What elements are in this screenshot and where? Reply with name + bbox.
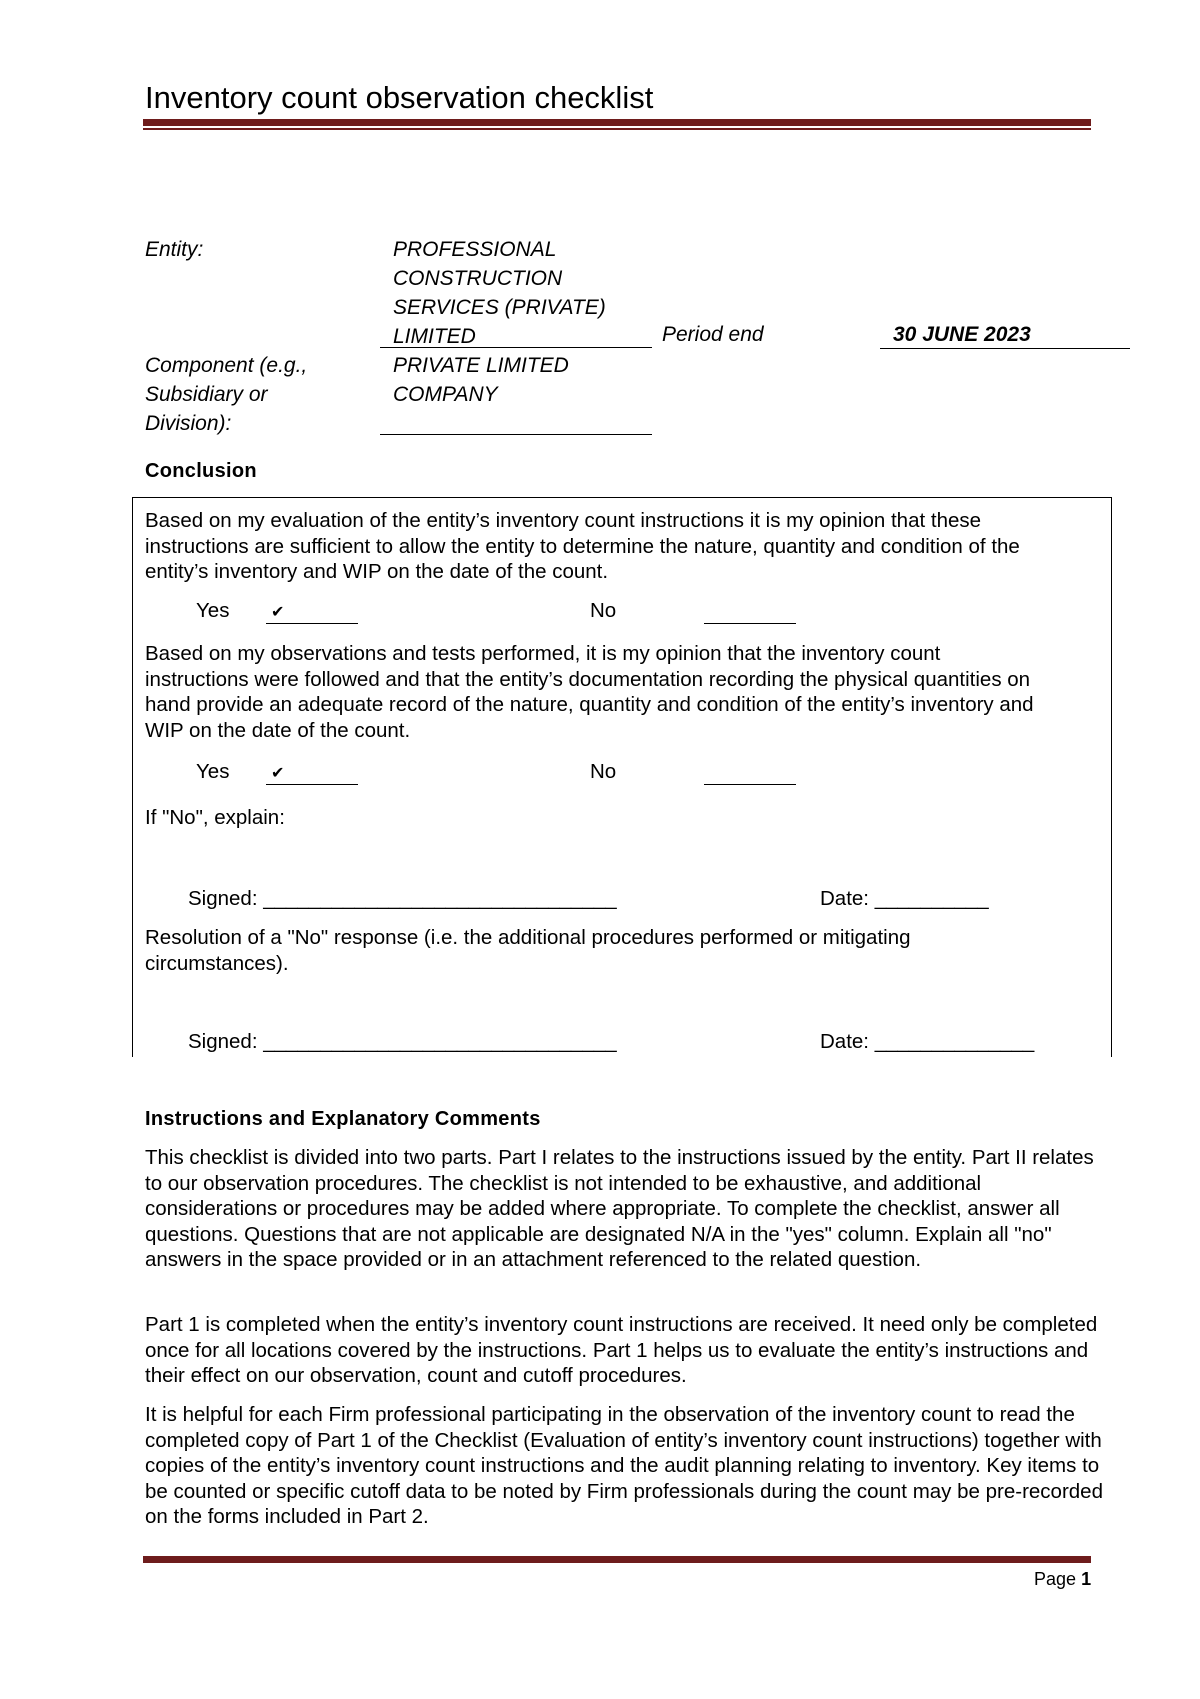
entity-underline — [380, 347, 652, 348]
title-rule-thick — [143, 119, 1091, 126]
page-title: Inventory count observation checklist — [145, 80, 654, 115]
instructions-paragraph-3: It is helpful for each Firm professional participating in the observation of the inventory count to read the completed copy of Part 1 of the Checklist (Evaluation of entity’s inventory count instructions) together with copies of the entity’s inventory count instructions and the audit planning relating to inventory. Key items to be counted or specific cutoff data to be noted by Firm professionals during the count may be pre-recorded on the forms included in Part 2. — [145, 1403, 1103, 1528]
component-value: PRIVATE LIMITED COMPANY — [393, 354, 569, 406]
conclusion-paragraph-1: Based on my evaluation of the entity’s inventory count instructions it is my opinion that these instructions are sufficient to allow the entity to determine the nature, quantity and condition of the entity’s inventory and WIP on the date of the count. — [145, 509, 1020, 583]
conclusion-heading: Conclusion — [145, 460, 257, 482]
page-label: Page — [1034, 1569, 1077, 1589]
q1-yes-field[interactable] — [266, 623, 358, 624]
q2-yes-checkmark: ✔ — [271, 765, 285, 782]
page-number — [1034, 1569, 1091, 1590]
component-underline — [380, 434, 652, 435]
q1-no-field[interactable] — [704, 623, 796, 624]
q2-no-label: No — [590, 760, 617, 783]
instructions-paragraph-2: Part 1 is completed when the entity’s inventory count instructions are received. It need only be completed once for all locations covered by the instructions. Part 1 helps us to evaluate the entity’s instructions and their effect on our observation, count and cutoff procedures. — [145, 1313, 1098, 1387]
q2-yes-field[interactable] — [266, 784, 358, 785]
if-no-explain-label: If "No", explain: — [145, 806, 285, 829]
signed-field-2[interactable]: Signed: _______________________________ — [188, 1030, 617, 1053]
instructions-heading: Instructions and Explanatory Comments — [145, 1108, 541, 1130]
footer-rule — [143, 1556, 1091, 1563]
title-rule-thin — [143, 128, 1091, 130]
q1-no-label: No — [590, 599, 617, 622]
resolution-text: Resolution of a "No" response (i.e. the additional procedures performed or mitigating circumstances). — [145, 926, 911, 975]
entity-label: Entity: — [145, 238, 204, 261]
q2-no-field[interactable] — [704, 784, 796, 785]
q2-yes-label: Yes — [196, 760, 230, 783]
date-field-1[interactable]: Date: __________ — [820, 887, 989, 910]
entity-value: PROFESSIONAL CONSTRUCTION SERVICES (PRIVATE) LIMITED — [393, 238, 606, 348]
period-end-underline — [880, 348, 1130, 349]
page-number-value: 1 — [1081, 1569, 1092, 1589]
signed-field-1[interactable]: Signed: _______________________________ — [188, 887, 617, 910]
date-field-2[interactable]: Date: ______________ — [820, 1030, 1035, 1053]
component-label: Component (e.g., Subsidiary or Division): — [145, 354, 308, 435]
period-end-value: 30 JUNE 2023 — [893, 323, 1031, 346]
q1-yes-checkmark: ✔ — [271, 604, 285, 621]
instructions-paragraph-1: This checklist is divided into two parts. Part I relates to the instructions issued by the entity. Part II relates to our observation procedures. The checklist is not intended to be exhaustive, and additional considerations or procedures may be added where appropriate. To complete the checklist, answer all questions. Questions that are not applicable are designated N/A in the "yes" column. Explain all "no" answers in the space provided or in an attachment referenced to the related question. — [145, 1146, 1094, 1271]
conclusion-paragraph-2: Based on my observations and tests performed, it is my opinion that the inventory count instructions were followed and that the entity’s documentation recording the physical quantities on hand provide an adequate record of the nature, quantity and condition of the entity’s inventory and WIP on the date of the count. — [145, 642, 1034, 742]
period-end-label: Period end — [662, 323, 764, 346]
q1-yes-label: Yes — [196, 599, 230, 622]
